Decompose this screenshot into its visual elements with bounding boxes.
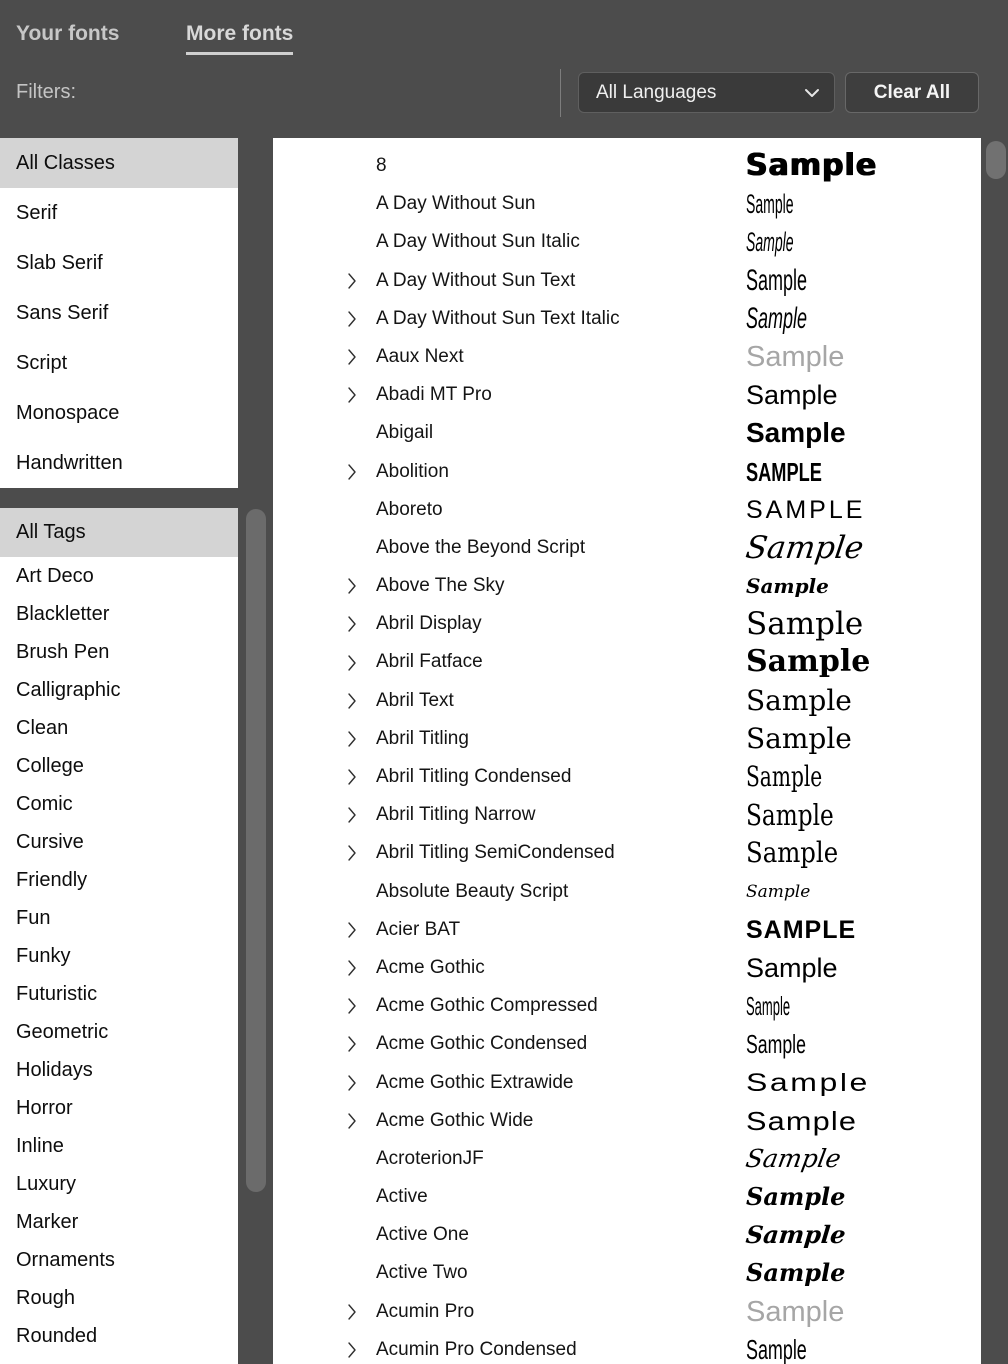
font-sample: Sample [746,1182,846,1212]
font-sample: Sample [746,227,794,258]
font-row-acumin-pro[interactable] [273,1293,981,1331]
font-name: Above the Beyond Script [376,536,586,558]
expand-chevron-icon[interactable] [346,844,358,862]
class-filter-slab-serif[interactable]: Slab Serif [16,251,103,274]
font-list [273,138,981,1364]
font-row-abril-titling-semicondensed[interactable] [273,834,981,872]
font-name: Acme Gothic Condensed [376,1033,588,1055]
font-name: Acumin Pro [376,1300,475,1322]
clear-all-button[interactable]: Clear All [845,72,979,113]
font-name: A Day Without Sun [376,193,536,215]
tag-filter-inline[interactable]: Inline [16,1134,64,1157]
expand-chevron-icon[interactable] [346,577,358,595]
tag-filter-marker[interactable]: Marker [16,1210,79,1233]
font-name: Abril Text [376,689,454,711]
tag-filter-clean[interactable]: Clean [16,716,69,739]
font-name: Abril Titling [376,727,469,749]
tag-filter-college[interactable]: College [16,754,84,777]
font-row-acier-bat[interactable] [273,911,981,949]
expand-chevron-icon[interactable] [346,272,358,290]
font-sample: Sample [746,798,834,833]
expand-chevron-icon[interactable] [346,310,358,328]
font-sample: Sample [743,1143,844,1173]
font-name: Active [376,1186,428,1208]
font-name: Acme Gothic [376,956,485,978]
font-name: A Day Without Sun Text Italic [376,307,620,329]
tag-filter-holidays[interactable]: Holidays [16,1058,93,1081]
tag-filter-fun[interactable]: Fun [16,906,51,929]
expand-chevron-icon[interactable] [346,463,358,481]
font-name: Abril Fatface [376,651,483,673]
font-row-8[interactable] [273,147,981,185]
expand-chevron-icon[interactable] [346,997,358,1015]
font-sample: Sample [746,721,852,755]
font-row-above-the-sky[interactable] [273,567,981,605]
font-name: Acumin Pro Condensed [376,1338,577,1360]
font-name: Active One [376,1224,469,1246]
tag-filter-futuristic[interactable]: Futuristic [16,982,98,1005]
font-name: Acier BAT [376,918,461,940]
font-sample: Sample [746,1029,806,1060]
font-sample: Sample [746,644,871,680]
font-row-acme-gothic-wide[interactable] [273,1102,981,1140]
font-sample: Sample [746,606,864,643]
font-row-aboreto[interactable] [273,491,981,529]
font-sample: Sample [746,1333,807,1364]
tag-filter-rounded[interactable]: Rounded [16,1324,98,1347]
font-name: AcroterionJF [376,1147,484,1169]
font-list-scrollbar-thumb[interactable] [986,141,1006,179]
tag-filter-all-tags[interactable]: All Tags [0,508,238,557]
expand-chevron-icon[interactable] [346,768,358,786]
font-sample: Sample [746,991,791,1022]
tag-filter-geometric[interactable]: Geometric [16,1020,109,1043]
font-row-acme-gothic-extrawide[interactable] [273,1064,981,1102]
tag-filter-blackletter[interactable]: Blackletter [16,602,110,625]
expand-chevron-icon[interactable] [346,1035,358,1053]
font-row-acme-gothic-condensed[interactable] [273,1025,981,1063]
tag-filter-art-deco[interactable]: Art Deco [16,564,94,587]
font-sample: Sample [744,1220,848,1250]
font-row-active[interactable] [273,1178,981,1216]
font-sample: Sample [743,529,866,566]
language-dropdown-value: All Languages [596,81,717,103]
expand-chevron-icon[interactable] [346,1112,358,1130]
font-row-active-one[interactable] [273,1216,981,1254]
tab-more-fonts[interactable]: More fonts [186,22,293,55]
font-row-a-day-without-sun[interactable] [273,185,981,223]
expand-chevron-icon[interactable] [346,1341,358,1359]
expand-chevron-icon[interactable] [346,1303,358,1321]
font-name: Active Two [376,1262,468,1284]
expand-chevron-icon[interactable] [346,959,358,977]
font-name: Aaux Next [376,345,464,367]
expand-chevron-icon[interactable] [346,386,358,404]
font-name: Abadi MT Pro [376,384,492,406]
class-filter-serif[interactable]: Serif [16,201,58,224]
font-sample: Sample [746,1068,870,1097]
font-row-abigail[interactable] [273,414,981,452]
font-sample: Sample [746,683,852,717]
font-name: Acme Gothic Extrawide [376,1071,574,1093]
font-name: Abigail [376,422,434,444]
class-filter-handwritten[interactable]: Handwritten [16,451,123,474]
tag-filter-brush-pen[interactable]: Brush Pen [16,640,110,663]
font-row-abadi-mt-pro[interactable] [273,376,981,414]
font-sample: Sample [746,380,838,411]
font-name: Abril Titling SemiCondensed [376,842,615,864]
tag-filter-friendly[interactable]: Friendly [16,868,88,891]
font-row-acroterionjf[interactable] [273,1140,981,1178]
font-row-abril-fatface[interactable] [273,643,981,681]
font-row-a-day-without-sun-italic[interactable] [273,223,981,261]
font-name: A Day Without Sun Text [376,269,576,291]
tag-filter-comic[interactable]: Comic [16,792,73,815]
font-row-abril-titling[interactable] [273,720,981,758]
font-row-a-day-without-sun-text-italic[interactable] [273,300,981,338]
expand-chevron-icon[interactable] [346,921,358,939]
font-name: Abril Titling Narrow [376,804,536,826]
font-sample: Sample [746,189,794,220]
font-sample: Sample [746,263,808,297]
font-sample: Sample [746,881,811,902]
font-row-abril-titling-narrow[interactable] [273,796,981,834]
font-row-abril-text[interactable] [273,682,981,720]
font-sample: Sample [746,417,846,449]
class-filter-all-classes[interactable]: All Classes [0,138,238,188]
font-sample: SAMPLE [746,456,822,487]
expand-chevron-icon[interactable] [346,730,358,748]
font-sample: Sample [746,340,845,373]
tag-filter-horror[interactable]: Horror [16,1096,73,1119]
font-row-abril-titling-condensed[interactable] [273,758,981,796]
font-row-acme-gothic[interactable] [273,949,981,987]
font-name: Aboreto [376,498,443,520]
tab-your-fonts[interactable]: Your fonts [16,22,120,45]
font-name: Acme Gothic Compressed [376,995,598,1017]
expand-chevron-icon[interactable] [346,806,358,824]
font-sample: Sample [746,760,823,793]
font-sample: Sample [746,1105,858,1136]
class-filter-script[interactable]: Script [16,351,68,374]
font-row-abolition[interactable] [273,453,981,491]
expand-chevron-icon[interactable] [346,654,358,672]
font-name: Abril Display [376,613,482,635]
font-name: Abril Titling Condensed [376,766,572,787]
font-row-absolute-beauty-script[interactable] [273,873,981,911]
font-name: Abolition [376,460,449,482]
font-row-abril-display[interactable] [273,605,981,643]
expand-chevron-icon[interactable] [346,1074,358,1092]
tag-filter-ornaments[interactable]: Ornaments [16,1248,115,1271]
font-row-aaux-next[interactable] [273,338,981,376]
font-sample: Sample [746,836,839,870]
tag-filter-rough[interactable]: Rough [16,1286,75,1309]
tag-filter-funky[interactable]: Funky [16,944,71,967]
filters-label: Filters: [16,81,76,103]
expand-chevron-icon[interactable] [346,348,358,366]
expand-chevron-icon[interactable] [346,692,358,710]
font-sample: Sample [746,301,808,335]
language-dropdown[interactable] [578,72,835,113]
expand-chevron-icon[interactable] [346,615,358,633]
header-divider [560,69,561,117]
font-name: Absolute Beauty Script [376,880,569,902]
font-sample: Sample [746,952,838,983]
font-sample: Sample [746,574,829,599]
font-sample: Sample [746,1295,845,1328]
font-sample: Sample [746,148,878,183]
font-sample: SAMPLE [746,495,866,524]
tags-filter-panel [0,508,238,1364]
font-row-a-day-without-sun-text[interactable] [273,262,981,300]
tag-filter-calligraphic[interactable]: Calligraphic [16,678,121,701]
class-filter-sans-serif[interactable]: Sans Serif [16,301,109,324]
font-row-above-the-beyond-script[interactable] [273,529,981,567]
font-row-active-two[interactable] [273,1254,981,1292]
tag-filter-luxury[interactable]: Luxury [16,1172,77,1195]
class-filter-monospace[interactable]: Monospace [16,401,120,424]
tags-scrollbar-thumb[interactable] [246,509,266,1192]
font-sample: Sample [746,1258,846,1288]
font-row-acumin-pro-condensed[interactable] [273,1331,981,1364]
font-name: Above The Sky [376,575,505,597]
font-name: Acme Gothic Wide [376,1109,534,1131]
classes-filter-panel [0,138,238,488]
font-name: 8 [376,155,387,176]
tag-filter-cursive[interactable]: Cursive [16,830,84,853]
font-name: A Day Without Sun Italic [376,231,580,253]
chevron-down-icon [804,88,820,98]
font-sample: SAMPLE [746,915,857,944]
font-row-acme-gothic-compressed[interactable] [273,987,981,1025]
